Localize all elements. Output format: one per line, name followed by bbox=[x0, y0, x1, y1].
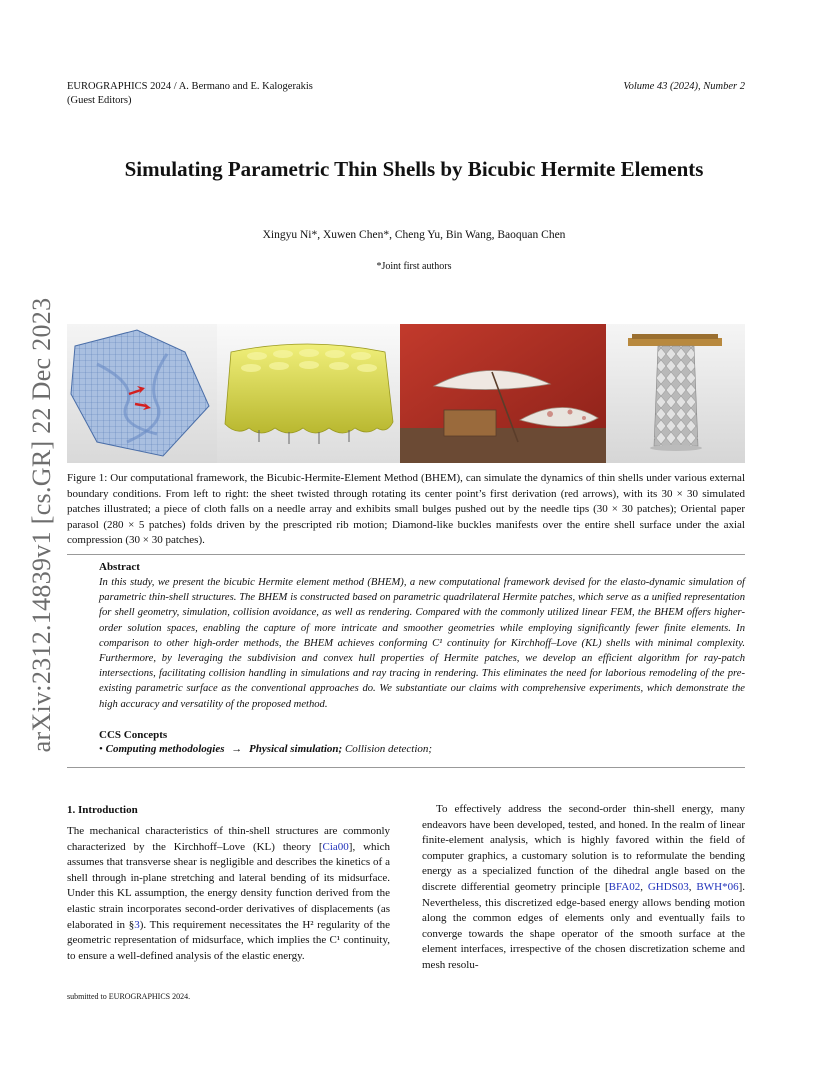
figure-panel-diamond-buckling bbox=[606, 324, 745, 463]
ccs-bullet: • bbox=[99, 743, 103, 755]
ccs-item-physical: Physical simulation; bbox=[249, 743, 343, 755]
divider-top bbox=[67, 554, 745, 555]
section-heading-introduction: 1. Introduction bbox=[67, 804, 138, 816]
arxiv-stamp bbox=[20, 286, 64, 764]
header-editors: (Guest Editors) bbox=[67, 95, 132, 106]
page-footer: submitted to EUROGRAPHICS 2024. bbox=[67, 992, 191, 1001]
figure-panel-cloth-needles bbox=[217, 324, 400, 463]
abstract-text: In this study, we present the bicubic Hermite element method (BHEM), a new computational framework devised for the elasto-dynamic simulation of parametric thin-shell structures. The BHEM is constructed based on parametric quadrilateral Hermite patches, which serve as a unified representation for shell geometry, simulation, collision avoidance, as well as rendering. Compared with the commonly utilized linear FEM, the BHEM offers higher-order solution spaces, enabling the capture of more intricate and smoother geometries while employing significantly fewer finite elements. In comparison to other high-order methods, the BHEM achieves conforming C¹ continuity for Kirchhoff–Love (KL) shells with minimal complexity. Furthermore, by leveraging the subdivision and convex hull properties of Hermite patches, we develop an efficient algorithm for ray-patch intersections, facilitating collision handling in simulations and ray tracing in rendering. This eliminates the need for laborious remodeling of the pre-existing parametric surface as the conventional approaches do. We substantiate our claims with comprehensive experiments, which demonstrate the high accuracy and versatility of the proposed method. bbox=[99, 577, 745, 710]
citation-separator: , bbox=[688, 880, 697, 893]
citation-link[interactable]: GHDS03 bbox=[647, 880, 689, 893]
intro-text: The mechanical characteristics of thin-shell structures are commonly characterized by the Kirchhoff–Love (KL) theory [ bbox=[67, 825, 390, 853]
intro-text: ]. Nevertheless, this discretized edge-based energy allows bending motion along the common edges of elements only and eventually fails to converge towards the shape operator of the smooth surface at the element interfaces, irrespective of the chosen discretization scheme and mesh resolu- bbox=[422, 880, 746, 971]
intro-text: ], which assumes that transverse shear is negligible and describes the kinetics of a shell through in-plane stretching and lateral bending of its midsurface. Under this KL assumption, the energy density function derived from the elastic strain incorporates second-order derivatives of displacements (as elaborated in § bbox=[67, 840, 390, 931]
paper-title: Simulating Parametric Thin Shells by Bicubic Hermite Elements bbox=[124, 157, 704, 181]
arxiv-id: arXiv:2312.14839v1 [cs.GR] 22 Dec 2023 bbox=[27, 297, 56, 753]
paper-parasol-image bbox=[400, 324, 606, 463]
ccs-item-computing: Computing methodologies bbox=[105, 743, 225, 755]
section-ref-link[interactable]: 3 bbox=[134, 918, 140, 931]
journal-header bbox=[67, 80, 313, 108]
figure-panel-twisted-sheet bbox=[67, 324, 217, 463]
citation-link[interactable]: BFA02 bbox=[608, 880, 641, 893]
header-volume: Volume 43 (2024), Number 2 bbox=[623, 81, 745, 92]
joint-authors-note: *Joint first authors bbox=[376, 261, 452, 272]
divider-bottom bbox=[67, 767, 745, 768]
header-venue: EUROGRAPHICS 2024 / A. Bermano and E. Kalogerakis bbox=[67, 81, 313, 92]
abstract-heading: Abstract bbox=[99, 561, 140, 573]
diamond-buckling-image bbox=[606, 324, 745, 463]
intro-text: ). This requirement necessitates the H² regularity of the geometric representation of midsurface, which implies the C¹ continuity, to ensure a well-defined analysis of the elastic energy. bbox=[67, 918, 390, 962]
ccs-concepts bbox=[99, 743, 432, 755]
ccs-item-collision: Collision detection; bbox=[344, 743, 433, 755]
intro-column-right bbox=[422, 802, 745, 974]
ccs-arrow: → bbox=[231, 743, 243, 755]
citation-link[interactable]: Cia00 bbox=[322, 840, 349, 853]
citation-separator: , bbox=[640, 880, 648, 893]
figure-panel-paper-parasol bbox=[400, 324, 606, 463]
citation-link[interactable]: BWH*06 bbox=[696, 880, 739, 893]
figure-caption: Figure 1: Our computational framework, the Bicubic-Hermite-Element Method (BHEM), can simulate the dynamics of thin shells under various external boundary conditions. From left to right: the sheet twisted through rotating its center point’s first derivation (red arrows), with its 30 × 30 simulated patches illustrated; a piece of cloth falls on a needle array and exhibits small bulges pushed out by the needle tips (30 × 30 patches); Oriental paper parasol (280 × 5 patches) folds driven by the prescripted rib motion; Diamond-like buckles manifests over the entire shell surface under the axial compression (30 × 30 patches). bbox=[67, 472, 745, 546]
twisted-sheet-image bbox=[67, 324, 217, 463]
intro-column-left bbox=[67, 824, 390, 964]
intro-text: To effectively address the second-order thin-shell energy, many endeavors have been developed, tested, and honed. In the realm of linear finite-element analysis, which is highly favored within the field of computer graphics, a customary solution is to reformulate the bending energy as a specialized function of the dihedral angle based on the discrete differential geometry principle [ bbox=[422, 803, 745, 893]
cloth-on-needles-image bbox=[217, 324, 400, 463]
ccs-heading: CCS Concepts bbox=[99, 729, 168, 741]
author-list: Xingyu Ni*, Xuwen Chen*, Cheng Yu, Bin Wang, Baoquan Chen bbox=[262, 229, 566, 241]
